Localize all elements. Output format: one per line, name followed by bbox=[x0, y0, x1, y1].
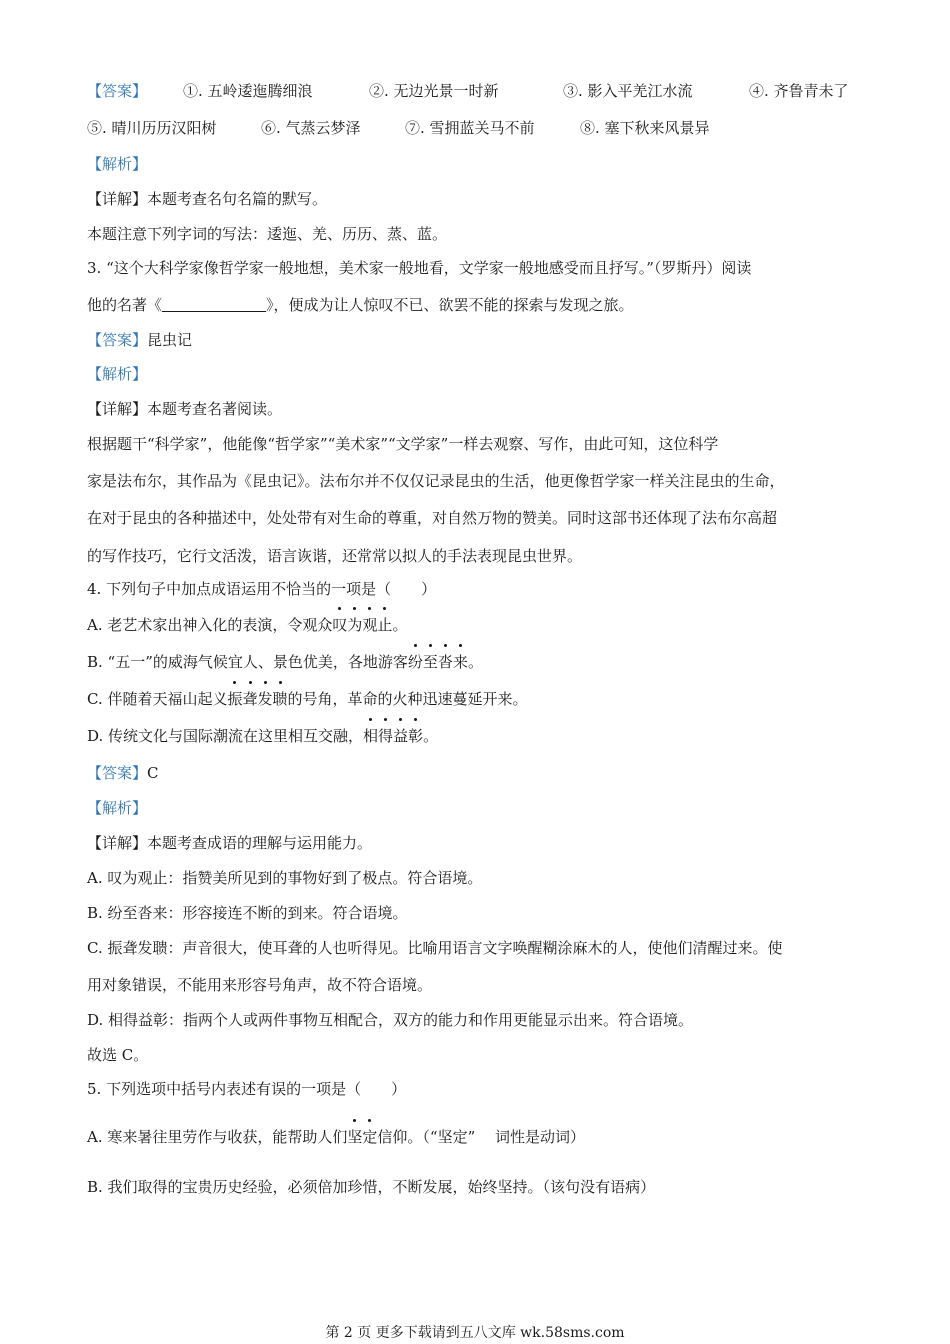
q4-conclusion: 故选 C。 bbox=[87, 1046, 149, 1064]
q3-answer-text: 昆虫记 bbox=[147, 331, 193, 349]
q5-option-b: B. 我们取得的宝贵历史经验，必须倍加珍惜，不断发展，始终坚持。（该句没有语病） bbox=[87, 1178, 656, 1196]
q2-note: 本题注意下列字词的写法：逶迤、羌、历历、蒸、蓝。 bbox=[87, 225, 448, 243]
q4-explanation-d: D. 相得益彰：指两个人或两件事物互相配合，双方的能力和作用更能显示出来。符合语境。 bbox=[87, 1011, 694, 1029]
dotted-char: 振 bbox=[227, 690, 243, 708]
q4-detail-text: 本题考查成语的理解与运用能力。 bbox=[147, 834, 373, 852]
q4-answer-text: C bbox=[147, 764, 159, 782]
dotted-char: 聩 bbox=[272, 690, 288, 708]
q2-detail-text: 本题考查名句名篇的默写。 bbox=[147, 190, 328, 208]
analysis-tag: 【解析】 bbox=[87, 365, 148, 383]
q4-option-c bbox=[87, 688, 890, 710]
q4-explanation-b: B. 纷至沓来：形容接连不断的到来。符合语境。 bbox=[87, 904, 408, 922]
q2-answer-8: ⑧. 塞下秋来风景异 bbox=[580, 119, 710, 137]
q3-detail-text: 本题考查名著阅读。 bbox=[147, 400, 283, 418]
dotted-char: 相 bbox=[363, 727, 379, 745]
detail-tag: 【详解】 bbox=[87, 400, 148, 418]
q4-stem: 4. 下列句子中加点成语运用不恰当的一项是（ ） bbox=[87, 580, 437, 598]
q2-detail bbox=[87, 188, 890, 210]
q3-stem-line-1: 3. “这个大科学家像哲学家一般地想，美术家一般地看，文学家一般地感受而且抒写。”（罗斯丹）阅读 bbox=[87, 259, 752, 277]
option-text: 。 bbox=[423, 727, 439, 745]
option-text: A. 老艺术家出神入化的表演，令观众 bbox=[87, 616, 333, 634]
q3-analysis-line-4: 的写作技巧，它行文活泼，语言诙谐，还常常以拟人的手法表现昆虫世界。 bbox=[87, 547, 583, 565]
q4-detail bbox=[87, 832, 890, 854]
q4-explanation-a: A. 叹为观止：指赞美所见到的事物好到了极点。符合语境。 bbox=[87, 869, 483, 887]
answer-tag: 【答案】 bbox=[87, 331, 148, 349]
q2-answer-2: ②. 无边光景一时新 bbox=[369, 82, 499, 100]
q4-option-d bbox=[87, 725, 890, 747]
option-text: 。 bbox=[392, 616, 408, 634]
q3-stem-post: 》，便成为让人惊叹不已、欲罢不能的探索与发现之旅。 bbox=[266, 296, 634, 314]
q2-answer-4: ④. 齐鲁青未了 bbox=[749, 82, 849, 100]
q3-detail bbox=[87, 398, 890, 420]
q4-answer bbox=[87, 762, 890, 784]
option-text: D. 传统文化与国际潮流在这里相互交融， bbox=[87, 727, 364, 745]
dotted-char: 得 bbox=[378, 727, 394, 745]
dotted-char: 来 bbox=[452, 653, 468, 671]
q2-answer-1: ①. 五岭逶迤腾细浪 bbox=[183, 82, 313, 100]
dotted-char: 至 bbox=[422, 653, 438, 671]
q2-answer-line-2 bbox=[87, 117, 890, 139]
q4-option-a bbox=[87, 614, 890, 636]
answer-tag: 【答案】 bbox=[87, 82, 148, 100]
q3-analysis-line-1: 根据题干“科学家”，他能像“哲学家”“美术家”“文学家”一样去观察、写作，由此可知，这位科学 bbox=[87, 435, 719, 453]
option-text: 信仰。（“坚定” 词性是动词） bbox=[377, 1128, 586, 1146]
dotted-char: 定 bbox=[362, 1128, 378, 1146]
q3-analysis-line-3: 在对于昆虫的各种描述中，处处带有对生命的尊重，对自然万物的赞美。同时这部书还体现了法布尔高超 bbox=[87, 509, 778, 527]
detail-tag: 【详解】 bbox=[87, 834, 148, 852]
q4-explanation-c-2: 用对象错误，不能用来形容号角声，故不符合语境。 bbox=[87, 976, 433, 994]
q3-analysis-line-2: 家是法布尔，其作品为《昆虫记》。法布尔并不仅仅记录昆虫的生活，他更像哲学家一样关注昆虫的生命， bbox=[87, 472, 785, 490]
dotted-char: 彰 bbox=[408, 727, 424, 745]
q2-answer-3: ③. 影入平羌江水流 bbox=[563, 82, 693, 100]
answer-tag: 【答案】 bbox=[87, 764, 148, 782]
dotted-char: 纷 bbox=[407, 653, 423, 671]
q3-stem-pre: 他的名著《 bbox=[87, 296, 163, 314]
q4-option-b bbox=[87, 651, 890, 673]
dotted-char: 益 bbox=[393, 727, 409, 745]
option-text: 。 bbox=[467, 653, 483, 671]
q2-answer-7: ⑦. 雪拥蓝关马不前 bbox=[405, 119, 535, 137]
dotted-char: 止 bbox=[377, 616, 393, 634]
detail-tag: 【详解】 bbox=[87, 190, 148, 208]
fill-in-blank bbox=[162, 295, 266, 312]
option-text: 的号角，革命的火种迅速蔓延开来。 bbox=[287, 690, 528, 708]
dotted-char: 观 bbox=[362, 616, 378, 634]
dotted-char: 为 bbox=[347, 616, 363, 634]
q2-answer-6: ⑥. 气蒸云梦泽 bbox=[261, 119, 361, 137]
dotted-char: 叹 bbox=[332, 616, 348, 634]
dotted-char: 发 bbox=[257, 690, 273, 708]
dotted-char: 坚 bbox=[347, 1128, 363, 1146]
q2-answer-line-1 bbox=[87, 80, 890, 102]
q5-stem: 5. 下列选项中括号内表述有误的一项是（ ） bbox=[87, 1080, 407, 1098]
q5-option-a bbox=[87, 1126, 890, 1148]
dotted-char: 沓 bbox=[437, 653, 453, 671]
page-footer: 第 2 页 更多下载请到五八文库 wk.58sms.com bbox=[325, 1325, 625, 1341]
q3-answer bbox=[87, 329, 890, 351]
q3-stem-line-2 bbox=[87, 294, 890, 316]
option-text: B. “五一”的威海气候宜人、景色优美，各地游客 bbox=[87, 653, 408, 671]
q4-explanation-c-1: C. 振聋发聩：声音很大，使耳聋的人也听得见。比喻用语言文字唤醒糊涂麻木的人，使他们清醒过来。使 bbox=[87, 939, 783, 957]
analysis-tag: 【解析】 bbox=[87, 155, 148, 173]
option-text: C. 伴随着天福山起义 bbox=[87, 690, 228, 708]
option-text: A. 寒来暑往里劳作与收获，能帮助人们 bbox=[87, 1128, 348, 1146]
q2-answer-5: ⑤. 晴川历历汉阳树 bbox=[87, 119, 217, 137]
analysis-tag: 【解析】 bbox=[87, 799, 148, 817]
dotted-char: 聋 bbox=[242, 690, 258, 708]
